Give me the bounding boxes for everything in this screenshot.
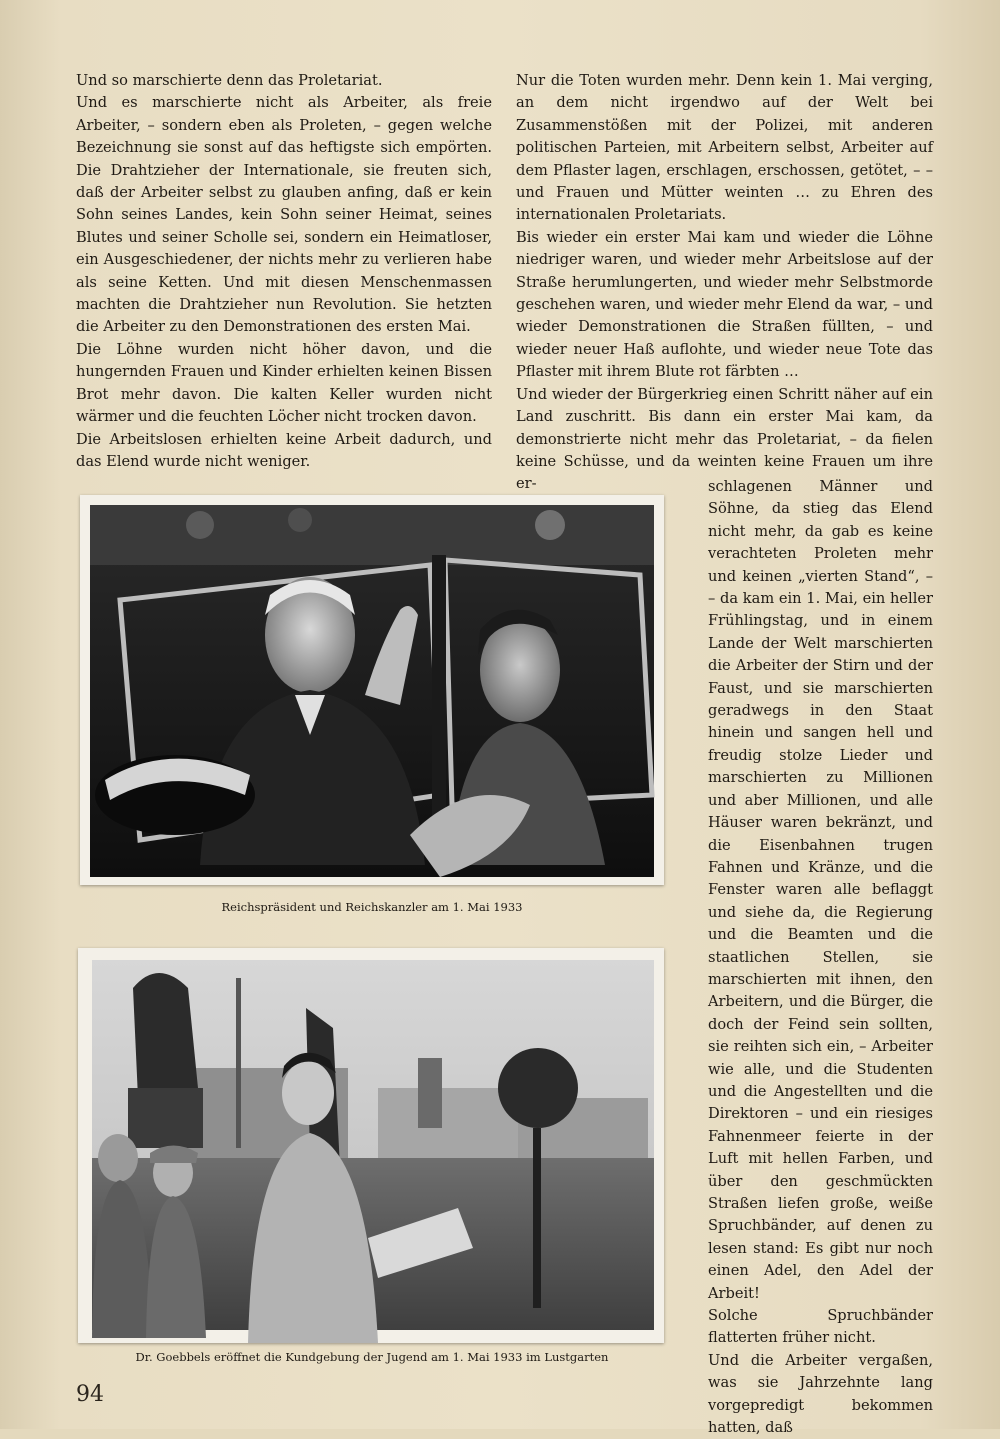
photo-car-scene-image: [80, 495, 664, 885]
paragraph: Die Arbeitslosen erhielten keine Arbeit dadurch, und das Elend wurde nicht weniger.: [76, 430, 492, 470]
photo-car-scene: [80, 495, 664, 885]
text-column-left: [76, 70, 492, 473]
paragraph: Nur die Toten wurden mehr. Denn kein 1. Mai verging, an dem nicht irgendwo auf der Welt bei Zusammenstößen mit der Polizei, mit anderen politischen Parteien, mit Arbeitern selbst, Arbeiter auf dem Pflaster lagen, erschlagen, erschossen, getötet, – – und Frauen und Mütter weinten … zu Ehren des internationalen Proletariats.: [516, 72, 933, 224]
text-column-narrow: [708, 476, 933, 1439]
page-number: 94: [76, 1382, 104, 1407]
paragraph: Und wieder der Bürgerkrieg einen Schritt näher auf ein Land zuschritt. Bis dann ein erster Mai kam, da demonstrierte nicht mehr das Proletariat, – da fielen keine Schüsse, und da weinten keine Frauen um ihre er-: [516, 385, 933, 493]
paragraph: Und so marschierte denn das Proletariat.: [76, 72, 383, 89]
paragraph: Die Löhne wurden nicht höher davon, und die hungernden Frauen und Kinder erhielten keinen Bissen Brot mehr davon. Die kalten Keller wurden nicht wärmer und die feuchten Löcher nicht trocken davon.: [76, 340, 492, 426]
paragraph: Und es marschierte nicht als Arbeiter, als freie Arbeiter, – sondern eben als Proleten, – gegen welche Bezeichnung sie sonst auf das heftigste sich empörten. Die Drahtzieher der Internationale, sie freuten sich, daß der Arbeiter selbst zu glauben anfing, daß er kein Sohn seines Landes, kein Sohn seiner Heimat, seines Blutes und seiner Scholle sei, sondern ein Heimatloser, ein Ausgeschiedener, der nichts mehr zu verlieren habe als seine Ketten. Und mit diesen Menschenmassen machten die Drahtzieher nun Revolution. Sie hetzten die Arbeiter zu den Demonstrationen des ersten Mai.: [76, 94, 492, 336]
photo-caption: Dr. Goebbels eröffnet die Kundgebung der Jugend am 1. Mai 1933 im Lustgarten: [135, 1350, 609, 1364]
photo-rally-speaker-image: [78, 948, 664, 1343]
paragraph: Bis wieder ein erster Mai kam und wieder die Löhne niedriger waren, und wieder mehr Arbeitslose auf der Straße herumlungerten, und wieder mehr Selbstmorde geschehen waren, und wieder mehr Elend da war, – und wieder Demonstrationen die Straßen füllten, – und wieder neuer Haß auflohte, und wieder neue Tote das Pflaster mit ihrem Blute rot färbten …: [516, 228, 933, 381]
paragraph: Und die Arbeiter vergaßen, was sie Jahrzehnte lang vorgepredigt bekommen hatten, daß: [708, 1351, 933, 1437]
paragraph: Solche Spruchbänder flatterten früher nicht.: [708, 1307, 933, 1347]
text-column-right: [516, 70, 933, 496]
paragraph: schlagenen Männer und Söhne, da stieg das Elend nicht mehr, da gab es keine verachteten Proleten mehr und keinen „vierten Stand“, – – da kam ein 1. Mai, ein heller Frühlingstag, und in einem Lande der Welt marschierten die Arbeiter der Stirn und der Faust, und sie marschierten geradwegs in den Staat hinein und sangen hell und freudig stolze Lieder und marschierten zu Millionen und aber Millionen, und alle Häuser waren bekränzt, und die Eisenbahnen trugen Fahnen und Kränze, und die Fenster waren alle beflaggt und siehe da, die Regierung und die Beamten und die staatlichen Stellen, sie marschierten mit ihnen, den Arbeitern, und die Bürger, die doch der Feind sein sollten, sie reihten sich ein, – Arbeiter wie alle, und die Studenten und die Angestellten und die Direktoren – und ein riesiges Fahnenmeer feierte in der Luft mit hellen Farben, und über den geschmückten Straßen liefen große, weiße Spruchbänder, auf denen zu lesen stand: Es gibt nur noch einen Adel, den Adel der Arbeit!: [708, 478, 933, 1302]
photo-rally-speaker: [78, 948, 664, 1343]
photo-caption: Reichspräsident und Reichskanzler am 1. Mai 1933: [221, 900, 523, 914]
